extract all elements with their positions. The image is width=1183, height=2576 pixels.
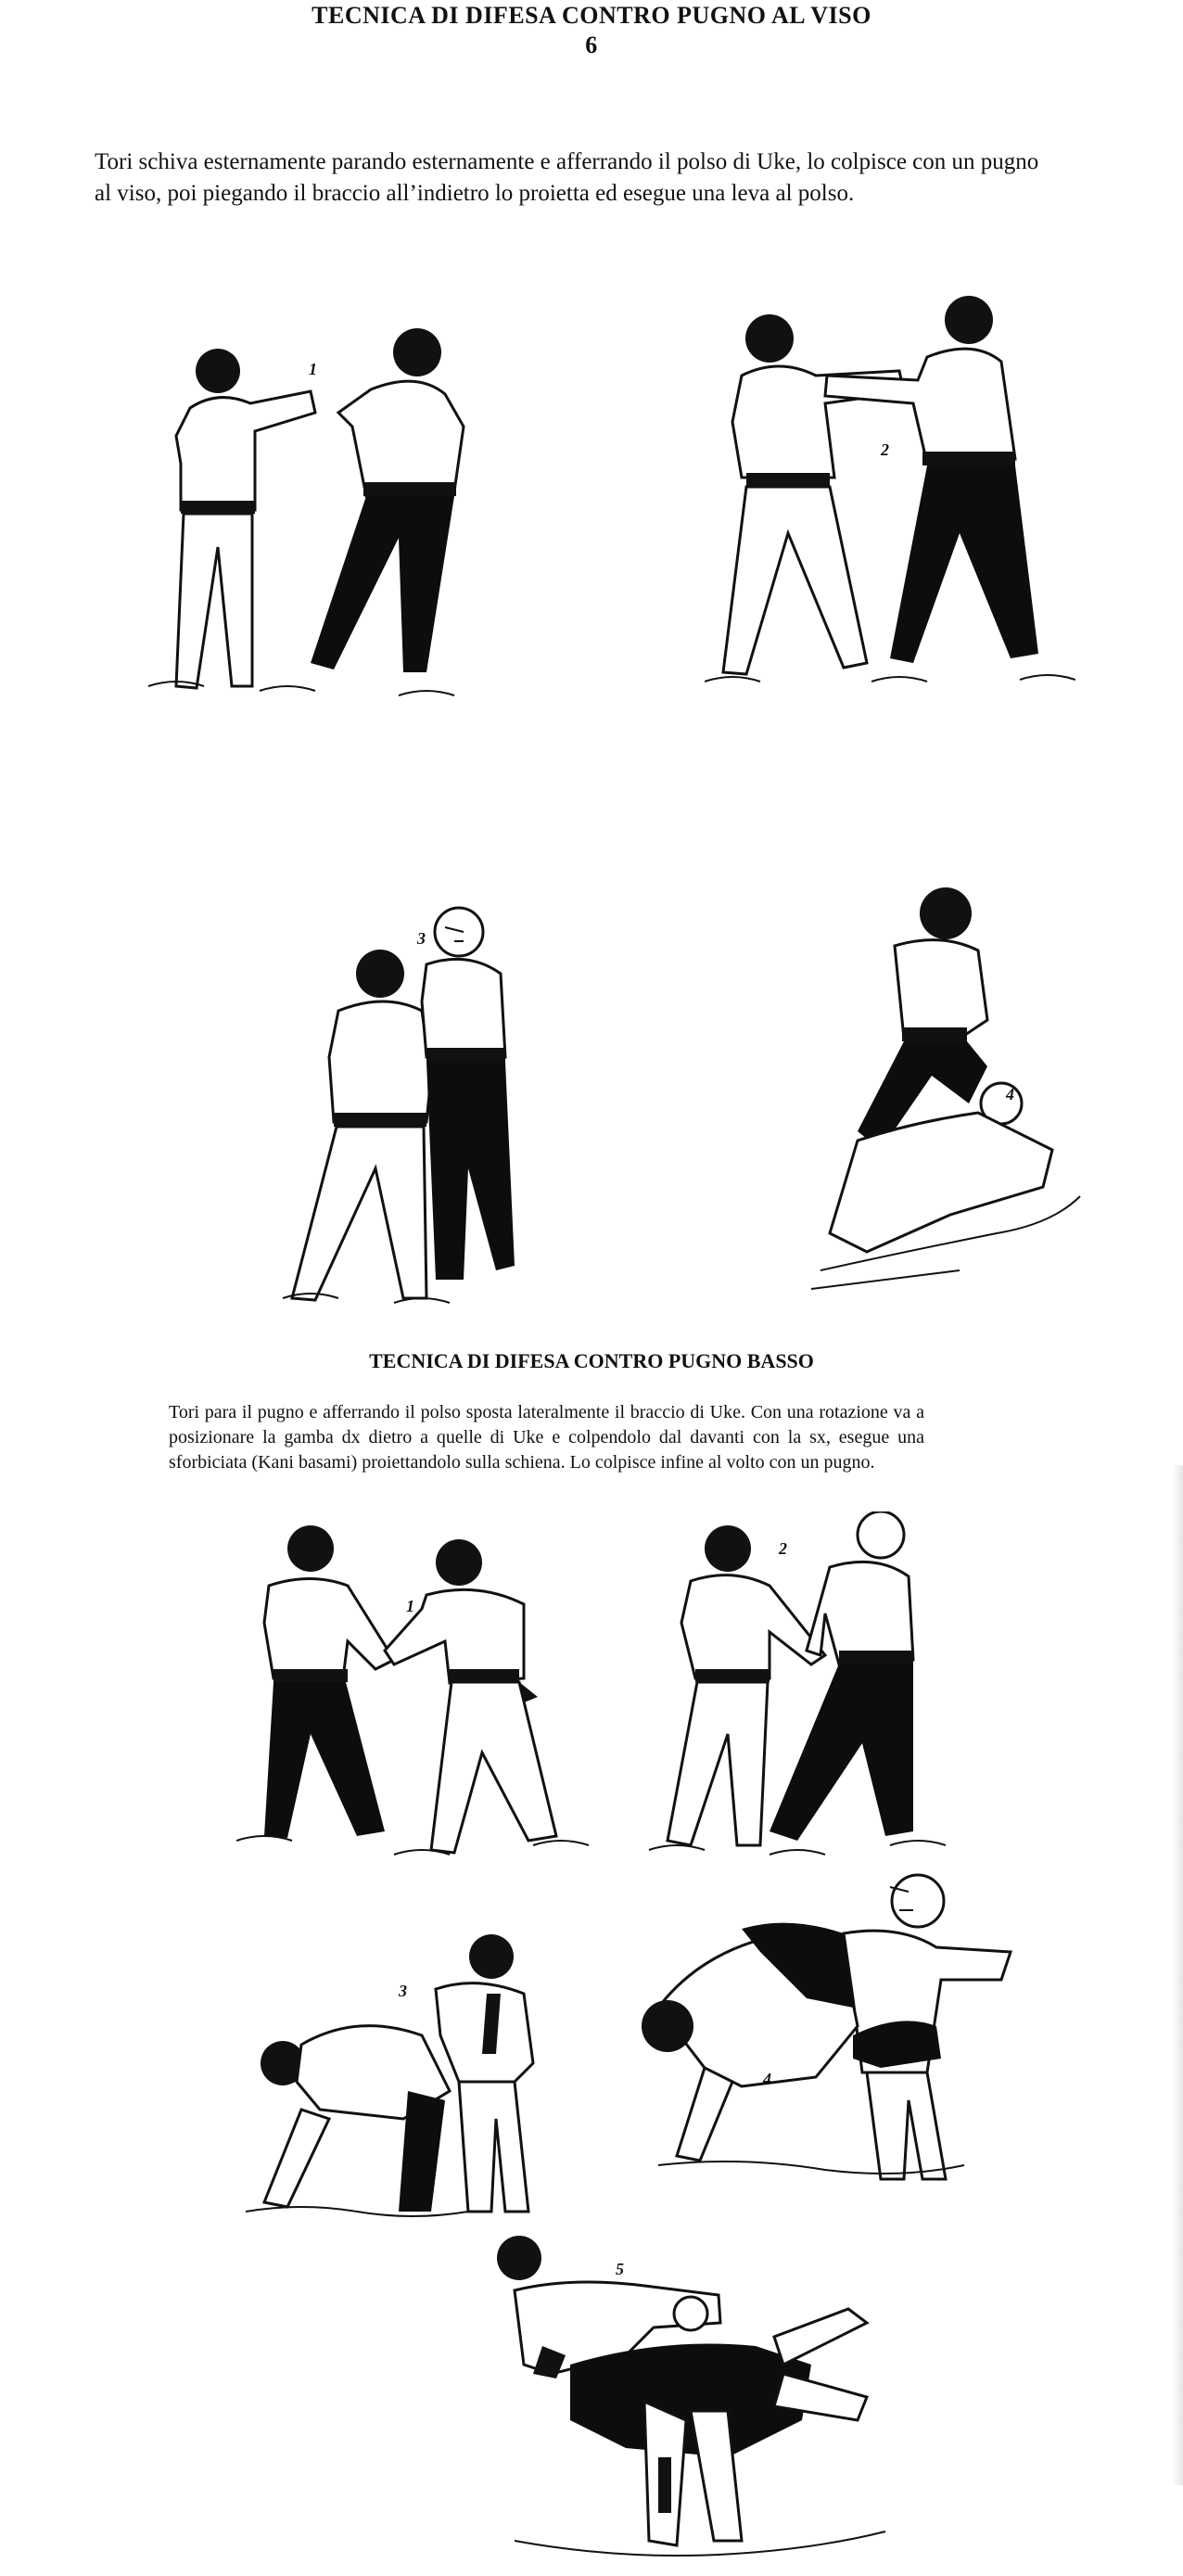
judo-illustration-s2-5 (477, 2235, 904, 2576)
judo-illustration-s1-2 (705, 292, 1075, 709)
section1-description: Tori schiva esternamente parando esternamente e afferrando il polso di Uke, lo colpisce con un pugno al viso, poi piegando il braccio all’indietro lo proietta ed esegue una leva al polso. (95, 149, 1039, 206)
section1-number: 6 (585, 32, 598, 58)
judo-illustration-s1-1 (139, 306, 510, 723)
step-number: 4 (1006, 1085, 1014, 1103)
step-number: 2 (779, 1539, 787, 1558)
step-number: 5 (616, 2260, 624, 2278)
judo-illustration-s1-4 (793, 881, 1099, 1317)
judo-illustration-s2-2 (640, 1511, 955, 1873)
step-number: 1 (309, 360, 317, 378)
step-number: 4 (763, 2070, 771, 2088)
step-number: 3 (417, 929, 426, 948)
section2-title: TECNICA DI DIFESA CONTRO PUGNO BASSO (369, 1349, 814, 1372)
step-number: 2 (881, 440, 889, 459)
judo-illustration-s2-4 (603, 1859, 1029, 2202)
step-number: 1 (406, 1597, 414, 1615)
section2-description: Tori para il pugno e afferrando il polso sposta lateralmente il braccio di Uke. Con una rotazione va a posizionare la gamba dx dietro a quelle di Uke e colpendolo dal davanti con la sx, esegue una sforbiciata (Kani basami) proiettandolo sulla schiena. Lo colpisce infine al volto con un pugno. (169, 1402, 924, 1473)
judo-illustration-s2-3 (246, 1933, 552, 2239)
judo-illustration-s1-3 (273, 890, 552, 1317)
section1-title: TECNICA DI DIFESA CONTRO PUGNO AL VISO (312, 2, 871, 29)
judo-illustration-s2-1 (236, 1521, 630, 1873)
page-edge-shadow (1172, 1465, 1183, 2485)
step-number: 3 (399, 1982, 407, 2000)
